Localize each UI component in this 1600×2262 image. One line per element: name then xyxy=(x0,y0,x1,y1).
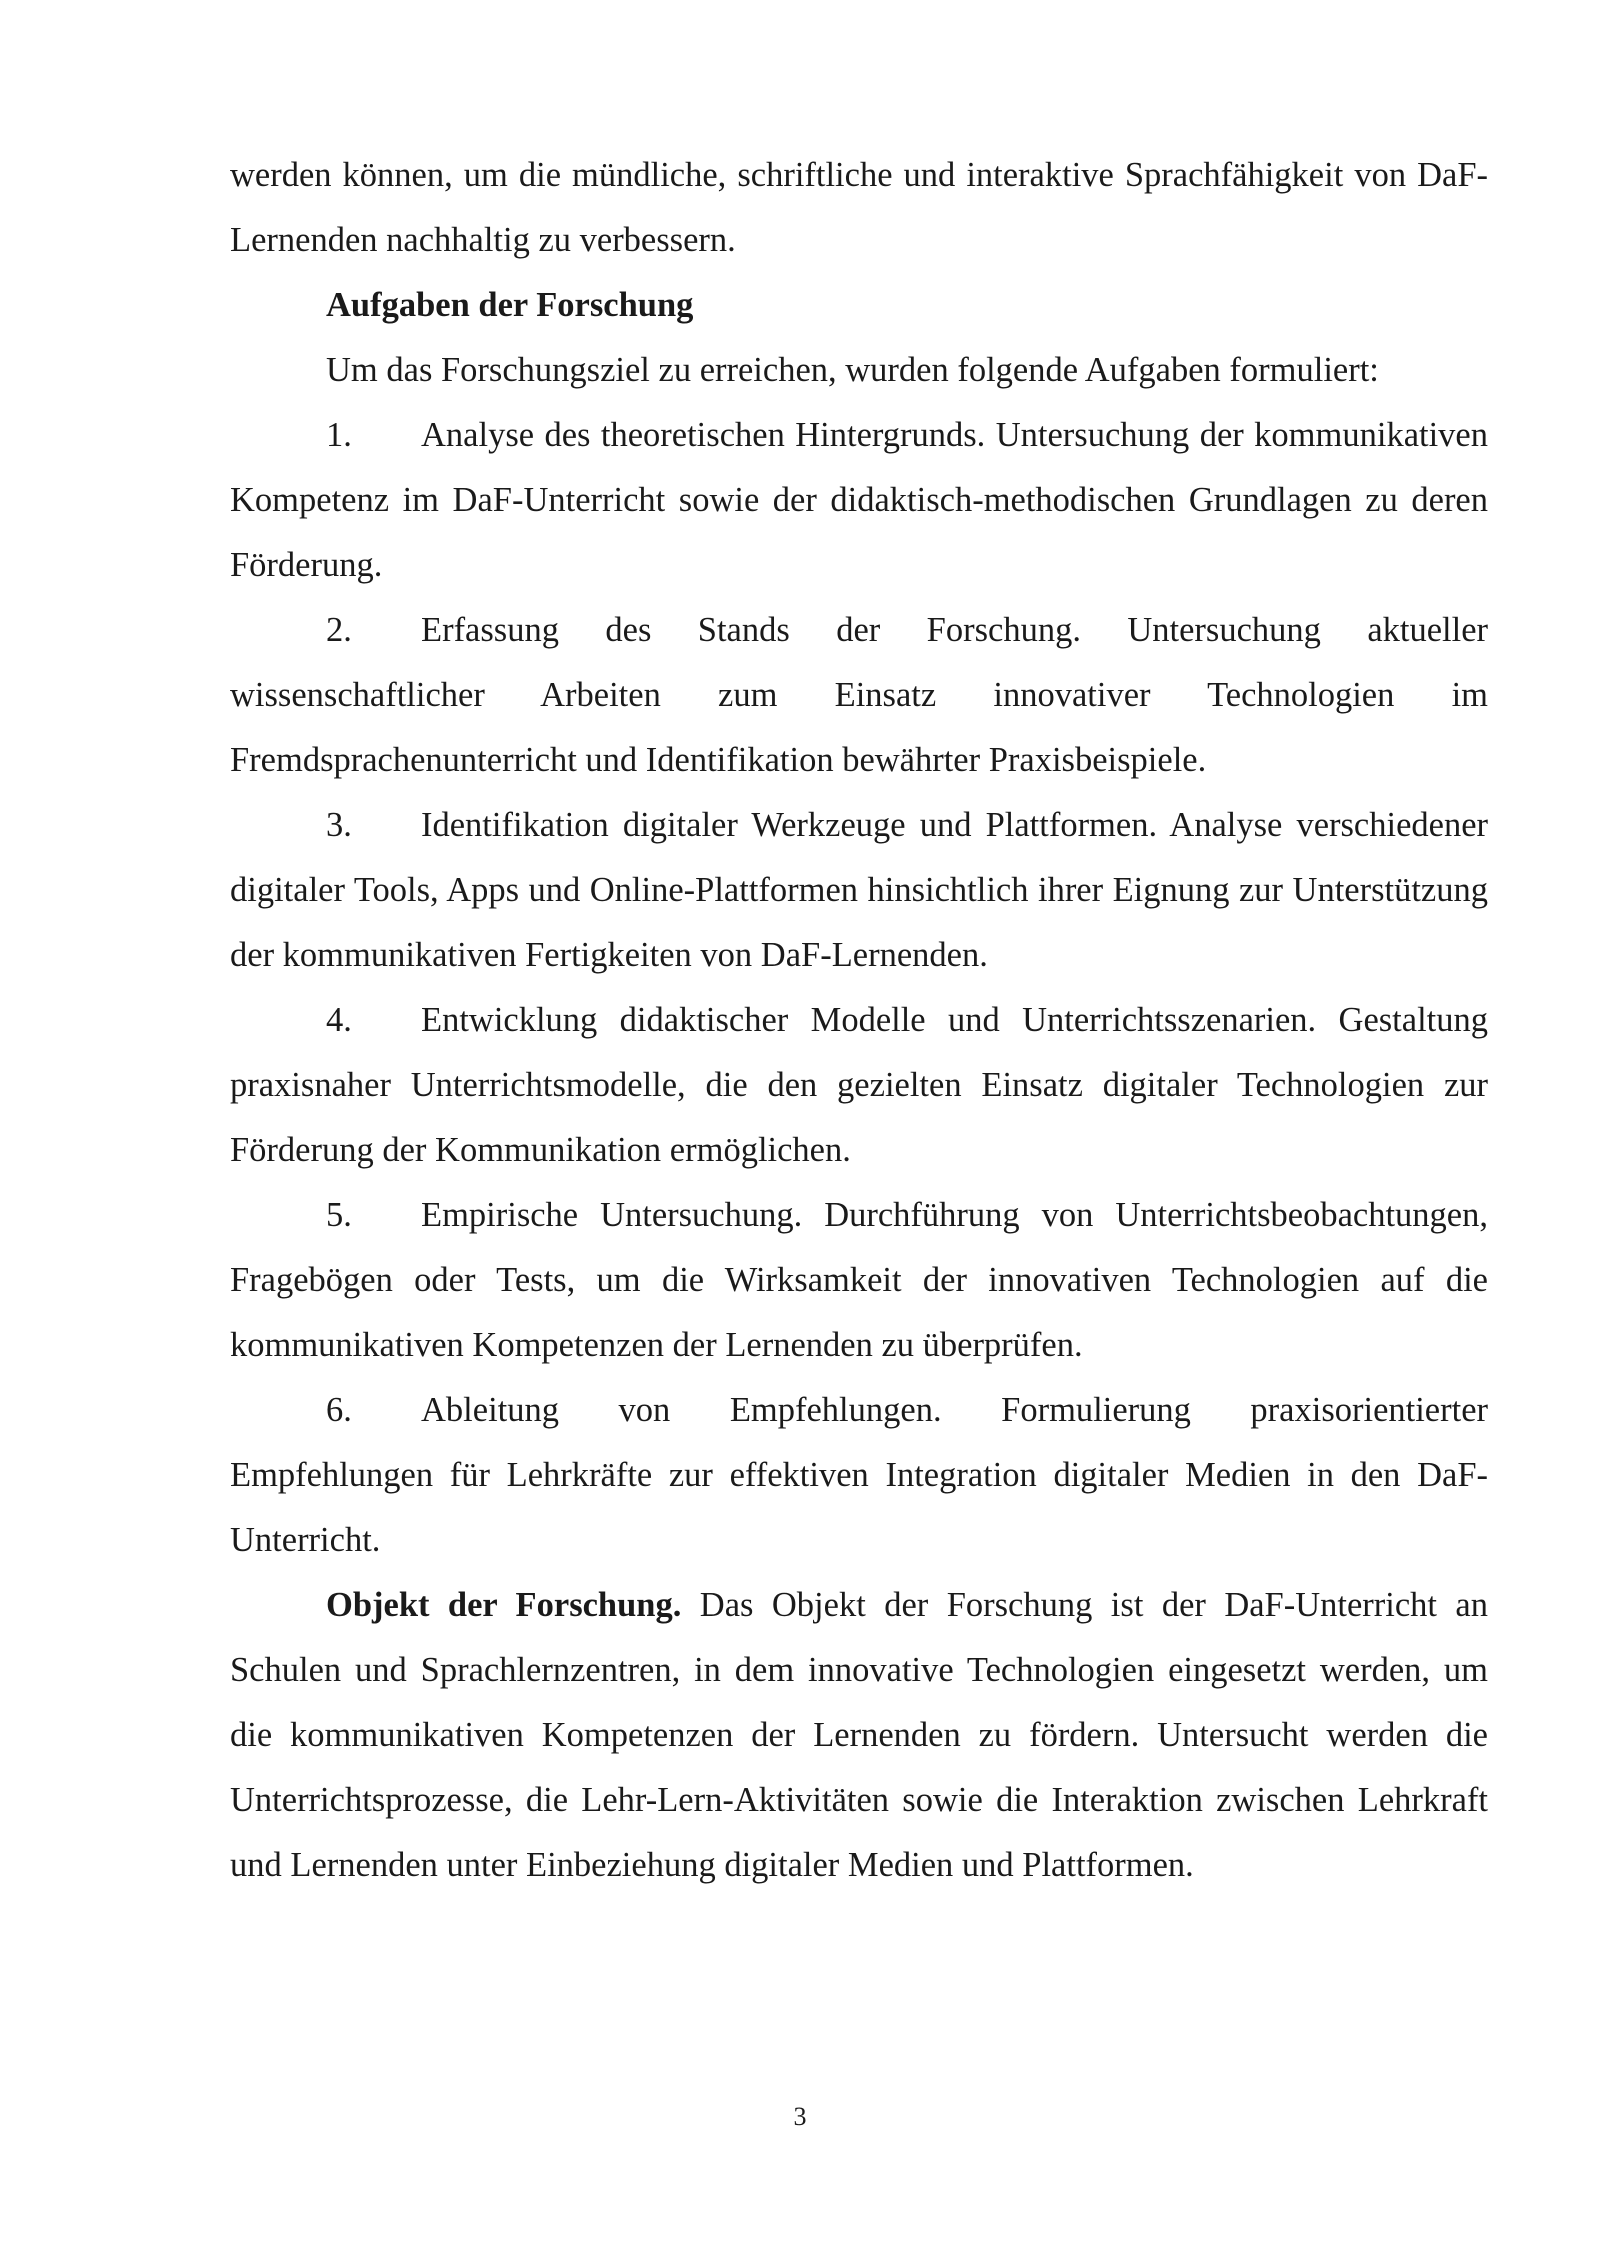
task-item-4 xyxy=(230,988,1488,1183)
page-number: 3 xyxy=(793,2102,807,2131)
task-item-1 xyxy=(230,403,1488,598)
task-text: Ableitung von Empfehlungen. Formulierung praxisorientierter Empfehlungen für Lehrkräfte zur effektiven Integration digitaler Medien in den DaF-Unterricht. xyxy=(230,1391,1488,1559)
task-item-6 xyxy=(230,1378,1488,1573)
task-text: Identifikation digitaler Werkzeuge und Plattformen. Analyse verschiedener digitaler Tools, Apps und Online-Plattformen hinsichtlich ihrer Eignung zur Unterstützung der kommunikativen Fertigkeiten von DaF-Lernenden. xyxy=(230,806,1488,974)
object-text: Das Objekt der Forschung ist der DaF-Unterricht an Schulen und Sprachlernzentren, in dem innovative Technologien eingesetzt werden, um die kommunikativen Kompetenzen der Lernenden zu fördern. Untersucht werden die Unterrichtsprozesse, die Lehr-Lern-Aktivitäten sowie die Interaktion zwischen Lehrkraft und Lernenden unter Einbeziehung digitaler Medien und Plattformen. xyxy=(230,1586,1488,1884)
tasks-heading: Aufgaben der Forschung xyxy=(326,286,694,324)
object-heading: Objekt der Forschung. xyxy=(326,1586,682,1624)
object-paragraph xyxy=(230,1573,1488,1898)
tasks-intro-paragraph: Um das Forschungsziel zu erreichen, wurden folgende Aufgaben formuliert: xyxy=(326,351,1379,389)
task-number: 4. xyxy=(326,1001,352,1039)
task-text: Analyse des theoretischen Hintergrunds. Untersuchung der kommunikativen Kompetenz im DaF-Unterricht sowie der didaktisch-methodischen Grundlagen zu deren Förderung. xyxy=(230,416,1488,584)
page-content xyxy=(230,143,1488,1898)
task-text: Erfassung des Stands der Forschung. Untersuchung aktueller wissenschaftlicher Arbeiten zum Einsatz innovativer Technologien im Fremdsprachenunterricht und Identifikation bewährter Praxisbeispiele. xyxy=(230,611,1488,779)
task-number: 2. xyxy=(326,611,352,649)
task-number: 1. xyxy=(326,416,352,454)
task-item-2 xyxy=(230,598,1488,793)
task-text: Empirische Untersuchung. Durchführung von Unterrichtsbeobachtungen, Fragebögen oder Tests, um die Wirksamkeit der innovativen Technologien auf die kommunikativen Kompetenzen der Lernenden zu überprüfen. xyxy=(230,1196,1488,1364)
task-text: Entwicklung didaktischer Modelle und Unterrichtsszenarien. Gestaltung praxisnaher Unterrichtsmodelle, die den gezielten Einsatz digitaler Technologien zur Förderung der Kommunikation ermöglichen. xyxy=(230,1001,1488,1169)
task-number: 3. xyxy=(326,806,352,844)
intro-continuation-paragraph: werden können, um die mündliche, schriftliche und interaktive Sprachfähigkeit von DaF-Lernenden nachhaltig zu verbessern. xyxy=(230,156,1488,259)
task-item-3 xyxy=(230,793,1488,988)
task-number: 5. xyxy=(326,1196,352,1234)
task-item-5 xyxy=(230,1183,1488,1378)
task-number: 6. xyxy=(326,1391,352,1429)
